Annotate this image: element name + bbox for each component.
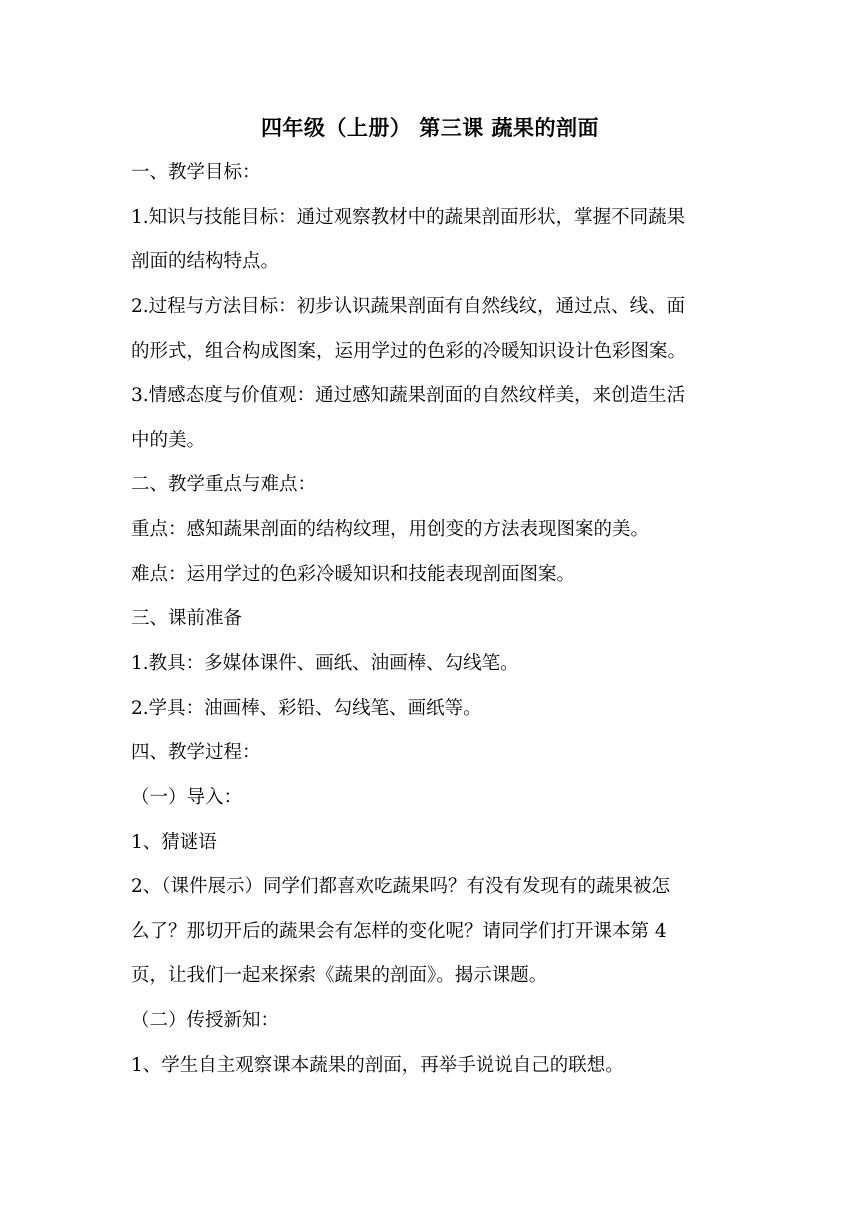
paragraph-line: 的形式，组合构成图案，运用学过的色彩的冷暖知识设计色彩图案。: [131, 341, 687, 362]
paragraph-line: 2.过程与方法目标：初步认识蔬果剖面有自然线纹，通过点、线、面: [131, 296, 686, 317]
paragraph-line: 2.学具：油画棒、彩铅、勾线笔、画纸等。: [131, 698, 482, 719]
paragraph-line: 2、（课件展示）同学们都喜欢吃蔬果吗？有没有发现有的蔬果被怎: [131, 876, 671, 897]
paragraph-line: 1.知识与技能目标：通过观察教材中的蔬果剖面形状，掌握不同蔬果: [131, 207, 686, 228]
subsection-heading-intro: （一）导入：: [131, 787, 243, 808]
paragraph-line: 难点：运用学过的色彩冷暖知识和技能表现剖面图案。: [131, 564, 576, 585]
paragraph-line: 么了？那切开后的蔬果会有怎样的变化呢？请同学们打开课本第 4: [131, 921, 667, 942]
paragraph-line: 剖面的结构特点。: [131, 251, 280, 272]
paragraph-line: 1、学生自主观察课本蔬果的剖面，再举手说说自己的联想。: [131, 1055, 624, 1076]
paragraph-line: 中的美。: [131, 430, 206, 451]
paragraph-line: 3.情感态度与价值观：通过感知蔬果剖面的自然纹样美，来创造生活: [131, 385, 686, 406]
paragraph-line: 1.教具：多媒体课件、画纸、油画棒、勾线笔。: [131, 653, 519, 674]
paragraph-line: 1、猜谜语: [131, 832, 217, 853]
section-heading-objectives: 一、教学目标：: [131, 162, 261, 183]
section-heading-preparation: 三、课前准备: [131, 608, 243, 629]
paragraph-line: 重点：感知蔬果剖面的结构纹理，用创变的方法表现图案的美。: [131, 519, 650, 540]
paragraph-line: 页，让我们一起来探索《蔬果的剖面》。揭示课题。: [131, 965, 548, 986]
subsection-heading-new-knowledge: （二）传授新知：: [131, 1010, 280, 1031]
section-heading-key-points: 二、教学重点与难点：: [131, 474, 317, 495]
document-title: 四年级（上册） 第三课 蔬果的剖面: [260, 115, 600, 140]
section-heading-process: 四、教学过程：: [131, 742, 261, 763]
